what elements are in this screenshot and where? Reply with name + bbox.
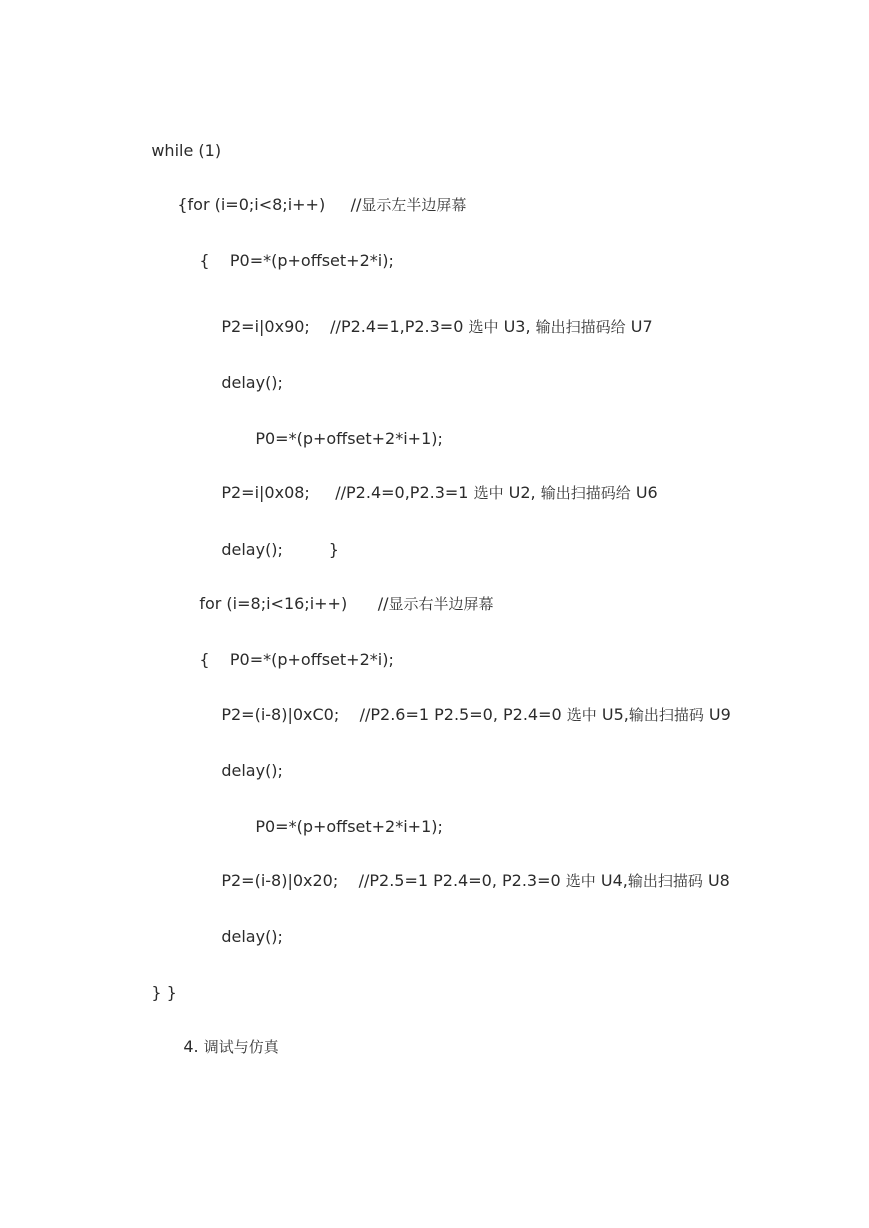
code-line: [201, 851, 730, 911]
code-comment: 输出扫描码: [628, 706, 704, 724]
code-text: delay();: [221, 373, 283, 392]
code-comment: 显示右半边屏幕: [388, 595, 494, 613]
code-text: delay();: [221, 927, 283, 946]
code-comment: 选中: [468, 318, 499, 336]
code-text: P0=*(p+offset+2*i+1);: [255, 817, 443, 836]
code-comment: 输出扫描码给: [535, 318, 626, 336]
code-line: [201, 520, 339, 580]
code-text: U7: [625, 317, 653, 336]
section-heading: [163, 1017, 279, 1077]
code-line: [201, 741, 283, 801]
code-text: P2=(i-8)|0x20; //P2.5=1 P2.4=0, P2.3=0: [221, 871, 566, 890]
code-text: U8: [702, 871, 730, 890]
code-comment: 选中: [566, 706, 597, 724]
code-line: [235, 409, 443, 469]
code-text: U5,: [596, 705, 629, 724]
code-line: [201, 685, 731, 745]
code-text: for (i=8;i<16;i++) //: [199, 594, 389, 613]
code-line: [131, 963, 177, 1023]
code-line: [201, 463, 658, 523]
code-text: } }: [151, 983, 177, 1002]
code-text: U6: [630, 483, 658, 502]
code-text: { P0=*(p+offset+2*i);: [199, 650, 394, 669]
code-text: delay();: [221, 761, 283, 780]
code-comment: 选中: [565, 872, 596, 890]
code-text: {for (i=0;i<8;i++) //: [177, 195, 362, 214]
code-text: while (1): [151, 141, 222, 160]
code-text: P2=i|0x08; //P2.4=0,P2.3=1: [221, 483, 474, 502]
code-line: [157, 175, 466, 235]
code-text: U9: [703, 705, 731, 724]
code-comment: 选中: [473, 484, 504, 502]
code-line: [179, 630, 394, 690]
code-line: [235, 797, 443, 857]
code-line: [179, 231, 394, 291]
code-comment: 输出扫描码给: [540, 484, 631, 502]
code-line: [201, 353, 283, 413]
code-line: [179, 574, 494, 634]
code-text: P2=i|0x90; //P2.4=1,P2.3=0: [221, 317, 469, 336]
code-text: delay(); }: [221, 540, 339, 559]
code-line: [131, 121, 221, 181]
section-title: 调试与仿真: [203, 1038, 279, 1056]
code-text: U4,: [595, 871, 628, 890]
code-text: U2,: [503, 483, 541, 502]
code-line: [201, 297, 653, 357]
code-text: { P0=*(p+offset+2*i);: [199, 251, 394, 270]
section-number: 4.: [183, 1037, 204, 1056]
code-comment: 显示左半边屏幕: [361, 196, 467, 214]
code-text: P2=(i-8)|0xC0; //P2.6=1 P2.5=0, P2.4=0: [221, 705, 567, 724]
code-text: P0=*(p+offset+2*i+1);: [255, 429, 443, 448]
code-line: [201, 907, 283, 967]
code-text: U3,: [498, 317, 536, 336]
code-comment: 输出扫描码: [627, 872, 703, 890]
